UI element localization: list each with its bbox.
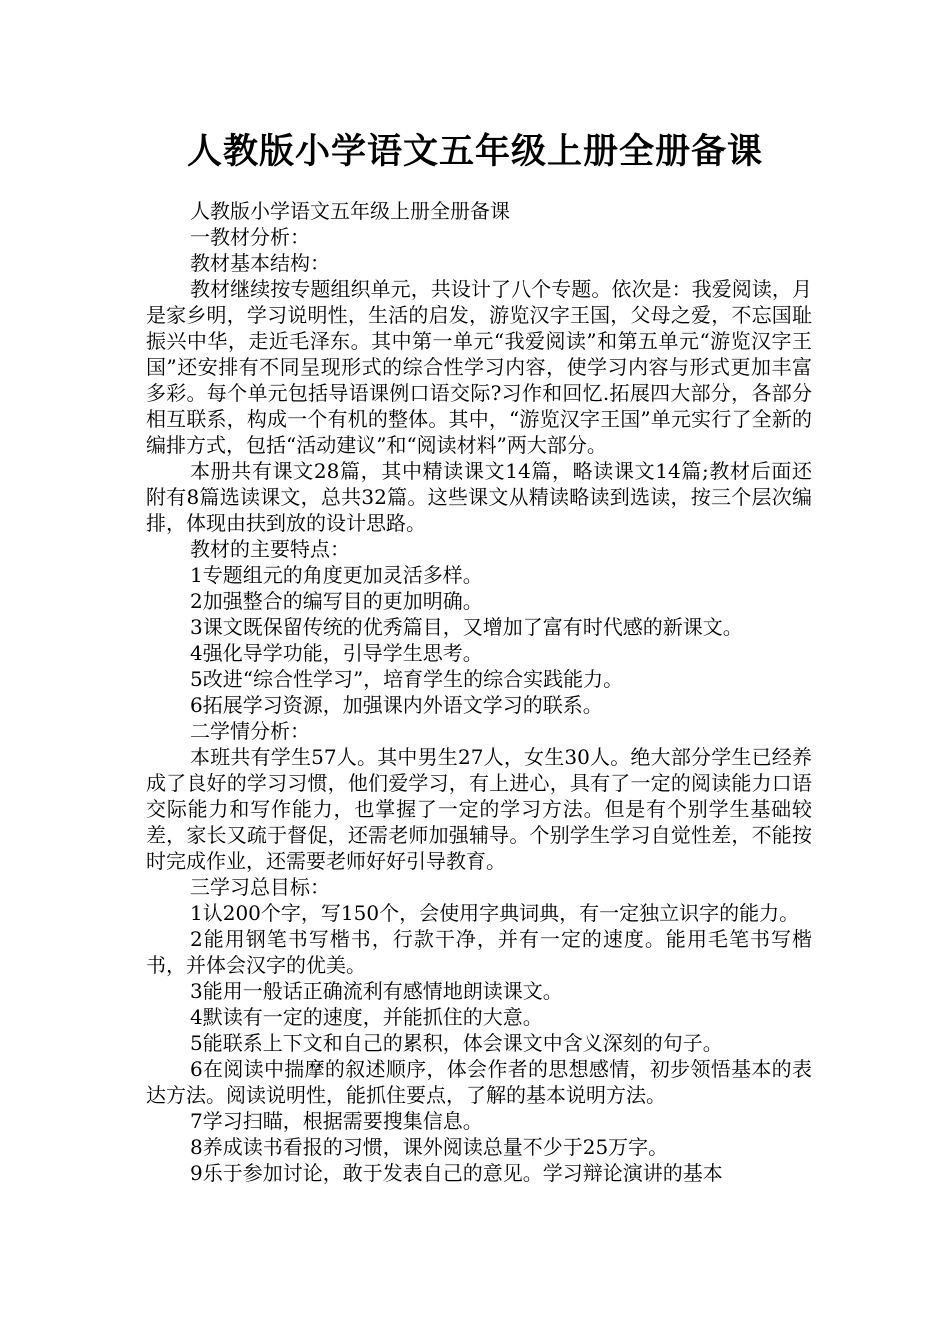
paragraph-lesson-count: 本册共有课文28篇，其中精读课文14篇，略读课文14篇;教材后面还附有8篇选读课文，总共32篇。这些课文从精读略读到选读，按三个层次编排，体现由扶到放的设计思路。 — [146, 459, 812, 535]
heading-learning-goals: 三学习总目标： — [190, 875, 330, 899]
feature-item-5: 5改进“综合性学习”，培育学生的综合实践能力。 — [190, 667, 624, 691]
document-body — [146, 198, 812, 1186]
feature-item-4: 4强化导学功能，引导学生思考。 — [190, 641, 483, 665]
goal-item-2: 2能用钢笔书写楷书，行款干净，并有一定的速度。能用毛笔书写楷书，并体会汉字的优美。 — [146, 927, 812, 977]
heading-textbook-analysis: 一教材分析： — [190, 225, 310, 249]
goal-item-1: 1认200个字，写150个，会使用字典词典，有一定独立识字的能力。 — [190, 901, 800, 925]
goal-item-3: 3能用一般话正确流利有感情地朗读课文。 — [190, 979, 563, 1003]
goal-item-8: 8养成读书看报的习惯，课外阅读总量不少于25万字。 — [190, 1135, 669, 1159]
goal-item-4: 4默读有一定的速度，并能抓住的大意。 — [190, 1005, 543, 1029]
feature-item-6: 6拓展学习资源，加强课内外语文学习的联系。 — [190, 693, 603, 717]
heading-basic-structure: 教材基本结构： — [190, 251, 330, 275]
paragraph-structure-description: 教材继续按专题组织单元，共设计了八个专题。依次是：我爱阅读，月是家乡明，学习说明性，生活的启发，游览汉字王国，父母之爱，不忘国耻振兴中华，走近毛泽东。其中第一单元“我爱阅读”和第五单元“游览汉字王国”还安排有不同呈现形式的综合性学习内容，使学习内容与形式更加丰富多彩。每个单元包括导语课例口语交际?习作和回忆.拓展四大部分，各部分相互联系，构成一个有机的整体。其中，“游览汉字王国”单元实行了全新的编排方式，包括“活动建议”和“阅读材料”两大部分。 — [146, 277, 812, 457]
feature-item-2: 2加强整合的编写目的更加明确。 — [190, 589, 483, 613]
goal-item-6: 6在阅读中揣摩的叙述顺序，体会作者的思想感情，初步领悟基本的表达方法。阅读说明性，能抓住要点，了解的基本说明方法。 — [146, 1057, 812, 1107]
paragraph-student-description: 本班共有学生57人。其中男生27人，女生30人。绝大部分学生已经养成了良好的学习习惯，他们爱学习，有上进心，具有了一定的阅读能力口语交际能力和写作能力，也掌握了一定的学习方法。但是有个别学生基础较差，家长又疏于督促，还需老师加强辅导。个别学生学习自觉性差，不能按时完成作业，还需要老师好好引导教育。 — [146, 745, 812, 873]
document-title: 人教版小学语文五年级上册全册备课 — [186, 132, 763, 172]
heading-student-analysis: 二学情分析： — [190, 719, 310, 743]
goal-item-9: 9乐于参加讨论，敢于发表自己的意见。学习辩论演讲的基本 — [190, 1161, 723, 1185]
heading-main-features: 教材的主要特点： — [190, 537, 350, 561]
feature-item-3: 3课文既保留传统的优秀篇目，又增加了富有时代感的新课文。 — [190, 615, 743, 639]
paragraph-subtitle: 人教版小学语文五年级上册全册备课 — [190, 199, 510, 223]
goal-item-7: 7学习扫瞄，根据需要搜集信息。 — [190, 1109, 483, 1133]
goal-item-5: 5能联系上下文和自己的累积，体会课文中含义深刻的句子。 — [190, 1031, 723, 1055]
feature-item-1: 1专题组元的角度更加灵活多样。 — [190, 563, 483, 587]
